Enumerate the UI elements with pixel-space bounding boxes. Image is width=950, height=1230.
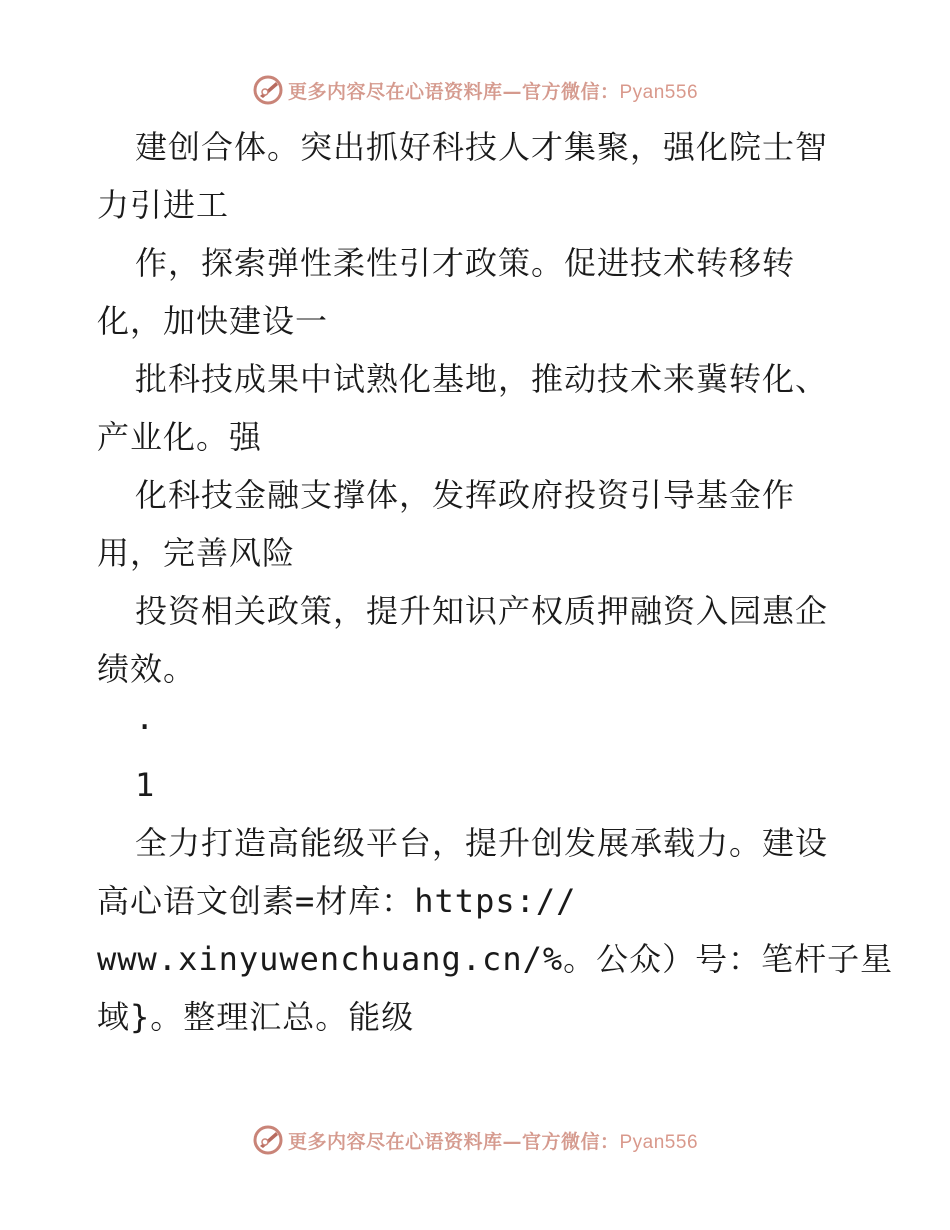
body-line: 绩效。 [97, 650, 197, 688]
body-line: 化，加快建设一 [97, 302, 329, 340]
body-line: · [135, 708, 156, 746]
body-line: 作，探索弹性柔性引才政策。促进技术转移转 [135, 244, 796, 282]
body-line: 产业化。强 [97, 418, 263, 456]
body-line: 化科技金融支撑体，发挥政府投资引导基金作 [135, 476, 796, 514]
header-watermark [0, 70, 950, 110]
body-line: 域}。整理汇总。能级 [97, 998, 415, 1036]
body-line: 高心语文创素=材库：https:// [97, 882, 577, 920]
body-line: 建创合体。突出抓好科技人才集聚，强化院士智 [135, 128, 829, 166]
footer-watermark [0, 1120, 950, 1160]
watermark-text: 更多内容尽在心语资料库—官方微信：Pyan556 [287, 80, 699, 103]
body-line: www.xinyuwenchuang.cn/%。公众）号：笔杆子星 [97, 940, 894, 978]
body-line: 全力打造高能级平台，提升创发展承载力。建设 [135, 824, 829, 862]
watermark-wechat-id: Pyan556 [619, 81, 699, 103]
watermark-wechat-id: Pyan556 [619, 1131, 699, 1153]
body-line: 力引进工 [97, 186, 230, 224]
body-line: 1 [135, 766, 156, 804]
watermark-logo-icon [252, 74, 284, 106]
body-line: 用，完善风险 [97, 534, 296, 572]
watermark-logo-icon [252, 1124, 284, 1156]
body-line: 投资相关政策，提升知识产权质押融资入园惠企 [135, 592, 829, 630]
document-body [97, 118, 894, 1046]
watermark-text: 更多内容尽在心语资料库—官方微信：Pyan556 [287, 1130, 699, 1153]
body-line: 批科技成果中试熟化基地，推动技术来冀转化、 [135, 360, 829, 398]
